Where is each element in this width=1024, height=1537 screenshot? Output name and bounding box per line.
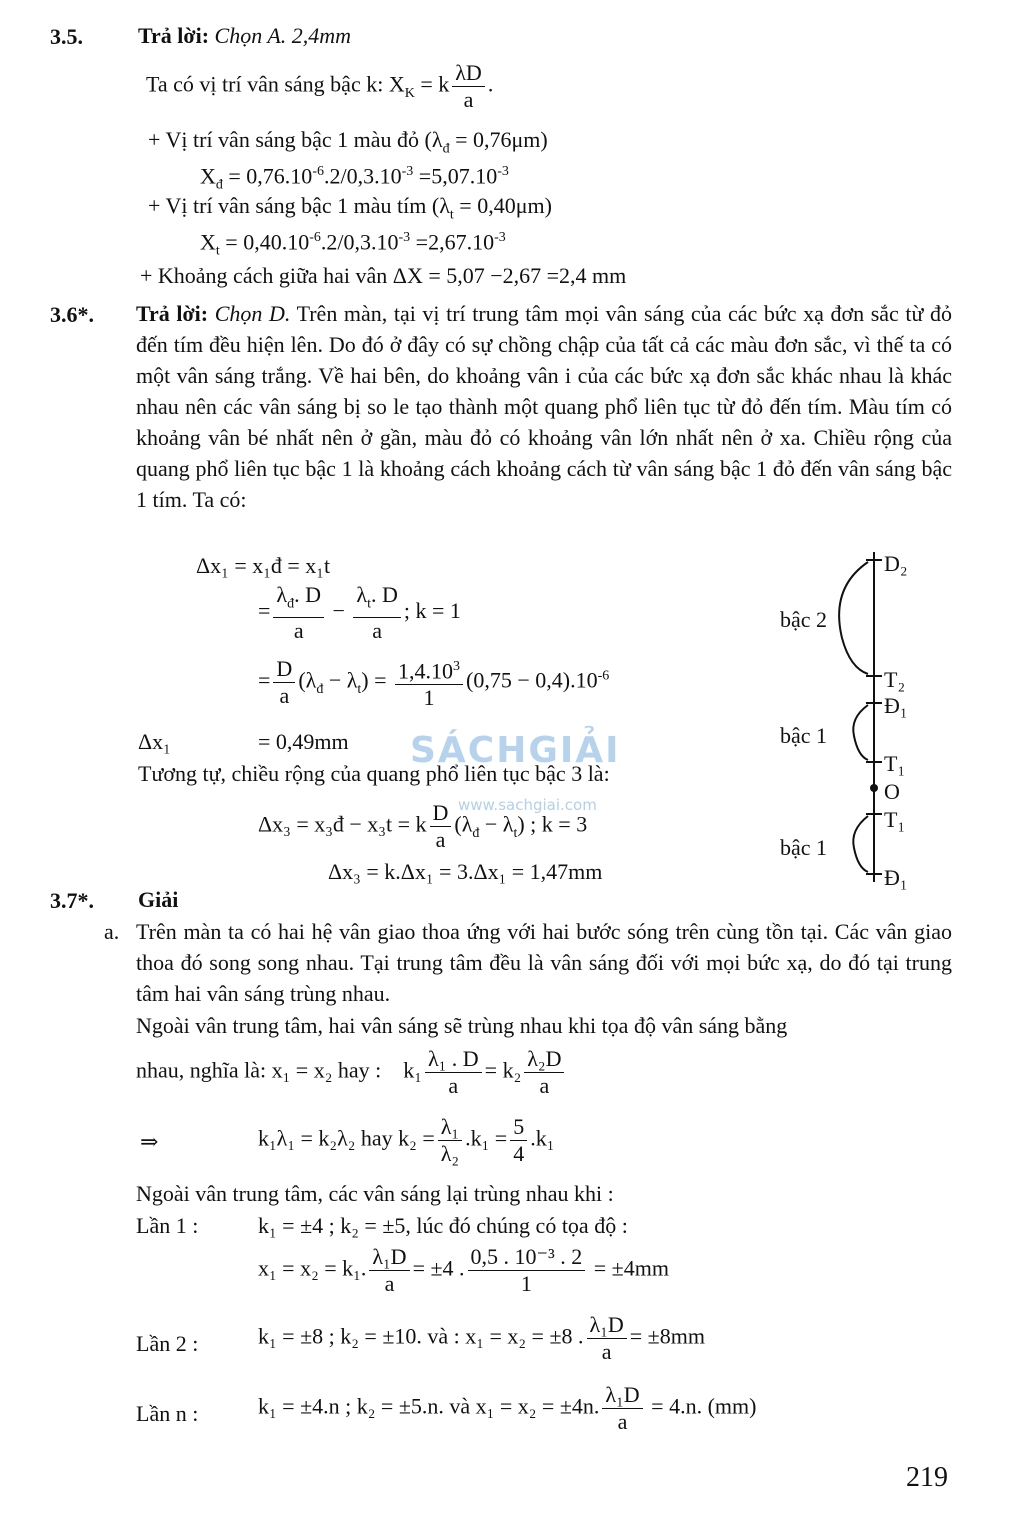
label-bac1-top: bậc 1 bbox=[780, 723, 828, 748]
section-3-7-heading: Giải bbox=[138, 887, 179, 912]
brace-order-2 bbox=[839, 562, 868, 674]
label-bac2: bậc 2 bbox=[780, 607, 828, 632]
s36-eq-1: Δx₁ = x₁đ = x₁t bbox=[196, 553, 331, 578]
answer-label: Trả lời: bbox=[138, 23, 210, 48]
label-t1-top: T₁ bbox=[884, 751, 906, 776]
implies-arrow: ⇒ bbox=[140, 1129, 159, 1154]
section-3-6-number: 3.6*. bbox=[50, 302, 94, 327]
s35-line-6: + Khoảng cách giữa hai vân ΔX = 5,07 −2,67 =2,4 mm bbox=[140, 263, 627, 288]
section-3-7-number: 3.7*. bbox=[50, 888, 94, 913]
label-dd1-bottom: Đ₁ bbox=[884, 865, 908, 890]
s36-eq-2: = $\frac{\lambda_đ. D}{a}$ − $\frac{\lambda_t. D}{a}$ ; k = 1 bbox=[258, 582, 461, 644]
part-a-paragraph-2: Ngoài vân trung tâm, hai vân sáng sẽ trùng nhau khi tọa độ vân sáng bằng bbox=[136, 1013, 788, 1038]
label-d2: D₂ bbox=[884, 551, 908, 576]
section-3-5-heading bbox=[138, 20, 351, 51]
lan2-formula: k₁ = ±8 ; k₂ = ±10. và : x₁ = x₂ = ±8 . $\frac{\text{λ₁D}}{a}$ = ±8mm bbox=[258, 1312, 705, 1364]
lan1-label: Lần 1 : bbox=[136, 1213, 199, 1238]
answer-choice: Chọn A. 2,4mm bbox=[214, 23, 352, 48]
s35-line-5: $X_t = 0,40.10^{-6}.2/0,3.10^{-3} =2,67.10^{-3}$ bbox=[200, 229, 506, 259]
label-dd1-top: Đ₁ bbox=[884, 693, 908, 718]
label-o: O bbox=[884, 779, 900, 804]
s35-line-4: + Vị trí vân sáng bậc 1 màu tím $(\lambda_t = 0,40\mu m)$ bbox=[148, 193, 552, 223]
label-t1-bottom: T₁ bbox=[884, 807, 906, 832]
s35-line-3: $X_đ = 0,76.10^{-6}.2/0,3.10^{-3} =5,07.10^{-3}$ bbox=[200, 163, 509, 193]
spectrum-order-diagram bbox=[820, 548, 930, 888]
watermark-logo: SÁCHGIẢI bbox=[410, 730, 621, 771]
brace-order-1-top bbox=[853, 705, 868, 760]
s36-line-similar: Tương tự, chiều rộng của quang phổ liên tục bậc 3 là: bbox=[138, 761, 610, 786]
s36-eq-6: Δx₃ = x₃đ − x₃t = k $\frac{D}{a}$ $(\lambda_đ - \lambda_t)$ ; k = 3 bbox=[258, 800, 588, 852]
lann-label: Lần n : bbox=[136, 1401, 199, 1426]
fraction: $\frac{\lambda D}{a}$ bbox=[452, 60, 485, 113]
lan2-label: Lần 2 : bbox=[136, 1331, 199, 1356]
center-point bbox=[870, 784, 878, 792]
s37-eq-condition: nhau, nghĩa là: x₁ = x₂ hay : k₁ $\frac{\text{λ₁ . D}}{a}$ = k₂ $\frac{\text{λ₂D}}{a}$ bbox=[136, 1046, 567, 1099]
watermark-url: www.sachgiai.com bbox=[458, 796, 597, 814]
page-number: 219 bbox=[906, 1462, 948, 1493]
part-a-paragraph: Trên màn ta có hai hệ vân giao thoa ứng với hai bước sóng trên cùng tồn tại. Các vân giao thoa đó song song nhau. Tại trung tâm đều là vân sáng đối với mọi bức xạ, do đó tại trung tâm hai vân sáng trùng nhau. bbox=[136, 919, 952, 1006]
s36-eq-4a: Δx₁ bbox=[138, 729, 171, 754]
s36-eq-7: Δx₃ = k.Δx₁ = 3.Δx₁ = 1,47mm bbox=[328, 859, 603, 884]
label-t2: T₂ bbox=[884, 667, 906, 692]
lann-formula: k₁ = ±4.n ; k₂ = ±5.n. và x₁ = x₂ = ±4n. $\frac{\text{λ₁D}}{a}$ = 4.n. (mm) bbox=[258, 1382, 757, 1434]
s35-line-2: + Vị trí vân sáng bậc 1 màu đỏ $(\lambda_đ = 0,76\mu m)$ bbox=[148, 127, 548, 157]
s36-eq-3: = $\frac{D}{a}$ $(\lambda_đ - \lambda_t)$ = $\frac{1,4.10^3}{1}$ $(0,75 - 0,4).10^{-6}$ bbox=[258, 654, 609, 711]
label-bac1-bottom: bậc 1 bbox=[780, 835, 828, 860]
lan1-text: k₁ = ±4 ; k₂ = ±5, lúc đó chúng có tọa độ : bbox=[258, 1213, 628, 1238]
section-3-6-paragraph: Trả lời: Chọn D. Trên màn, tại vị trí trung tâm mọi vân sáng của các bức xạ đơn sắc từ đỏ đến tím đều hiện lên. Do đó ở đây có sự chồng chập của tất cả các màu đơn sắc, vì thế ta có một vân sáng trắng. Về hai bên, do khoảng vân i của các bức xạ đơn sắc khác nhau là khác nhau nên các vân sáng bị so le tạo thành một quang phổ liên tục từ đỏ đến tím. Màu tím có khoảng vân bé nhất nên ở gần, màu đỏ có khoảng vân lớn nhất nên ở xa. Chiều rộng của quang phổ liên tục bậc 1 là khoảng cách khoảng cách từ vân sáng bậc 1 đỏ đến vân sáng bậc 1 tím. Ta có: bbox=[136, 301, 953, 512]
s37-line-coincide: Ngoài vân trung tâm, các vân sáng lại trùng nhau khi : bbox=[136, 1181, 614, 1206]
section-3-5-number: 3.5. bbox=[50, 24, 83, 49]
lan1-formula: x₁ = x₂ = k₁. $\frac{\text{λ₁D}}{a}$ = ±4 . $\frac{\text{0,5 . 10⁻³ . 2}}{1}$ = ±4mm bbox=[258, 1244, 669, 1296]
part-a-label: a. bbox=[104, 919, 120, 944]
s36-eq-4b: = 0,49mm bbox=[258, 729, 349, 754]
s35-line-1: Ta có vị trí vân sáng bậc k: $X_K = k$ $\frac{\lambda D}{a}$ . bbox=[146, 60, 494, 112]
s37-eq-ratio: k₁λ₁ = k₂λ₂ hay k₂ = $\frac{\text{λ₁}}{\text{λ₂}}$ .k₁ = $\frac{5}{4}$ .k₁ bbox=[258, 1114, 555, 1166]
brace-order-1-bottom bbox=[853, 816, 868, 872]
